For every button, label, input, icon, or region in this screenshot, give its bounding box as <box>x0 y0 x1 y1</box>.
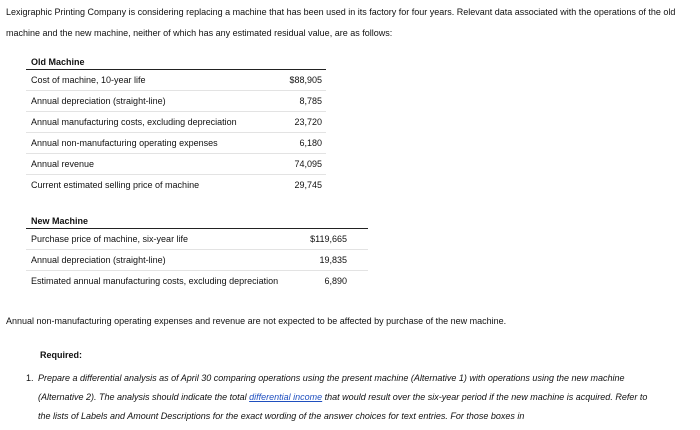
table-row <box>26 229 368 250</box>
new-machine-table <box>26 214 368 291</box>
row-label: Annual depreciation (straight-line) <box>31 96 166 106</box>
table-row <box>26 154 326 175</box>
row-label: Annual depreciation (straight-line) <box>31 255 166 265</box>
old-machine-title: Old Machine <box>26 55 326 70</box>
row-value: 6,890 <box>324 276 347 286</box>
row-label: Annual manufacturing costs, excluding depreciation <box>31 117 237 127</box>
row-label: Current estimated selling price of machine <box>31 180 200 190</box>
new-machine-title: New Machine <box>26 214 368 229</box>
row-label: Cost of machine, 10-year life <box>31 75 146 85</box>
table-row <box>26 271 368 291</box>
requirement-text <box>38 369 658 426</box>
row-value: $88,905 <box>289 75 322 85</box>
table-row <box>26 112 326 133</box>
row-label: Estimated annual manufacturing costs, excluding depreciation <box>31 276 279 286</box>
row-label: Annual revenue <box>31 159 95 169</box>
table-row <box>26 91 326 112</box>
table-row <box>26 70 326 91</box>
table-row <box>26 133 326 154</box>
old-machine-table <box>26 55 326 195</box>
row-value: 6,180 <box>299 138 322 148</box>
row-label: Annual non-manufacturing operating expenses <box>31 138 218 148</box>
row-value: 19,835 <box>319 255 347 265</box>
required-heading: Required: <box>40 350 83 360</box>
requirement-text-part: that would result over the six-year period if the new machine is acquired. Refer to the lists of Labels and Amount Descriptions for the exact wording of the answer choices for text entries. For those boxes in <box>38 392 648 421</box>
differential-income-link[interactable]: differential income <box>249 392 323 402</box>
row-value: 23,720 <box>294 117 322 127</box>
requirement-text-part: Prepare a differential analysis as of April 30 comparing operations using the present machine (Alternative 1) with operations using the new machine (Alternative 2). The analysis should indicate the total <box>38 373 625 402</box>
table-row <box>26 175 326 195</box>
table-row <box>26 250 368 271</box>
note-paragraph: Annual non-manufacturing operating expenses and revenue are not expected to be affected by purchase of the new machine. <box>6 316 507 326</box>
row-label: Purchase price of machine, six-year life <box>31 234 189 244</box>
row-value: 8,785 <box>299 96 322 106</box>
requirement-number: 1. <box>26 373 34 383</box>
row-value: 74,095 <box>294 159 322 169</box>
row-value: $119,665 <box>310 234 347 244</box>
intro-paragraph: Lexigraphic Printing Company is considering replacing a machine that has been used in its factory for four years. Relevant data associated with the operations of the old machine and the new machine, neither of which has any estimated residual value, are as follows: <box>6 7 676 38</box>
row-value: 29,745 <box>294 180 322 190</box>
